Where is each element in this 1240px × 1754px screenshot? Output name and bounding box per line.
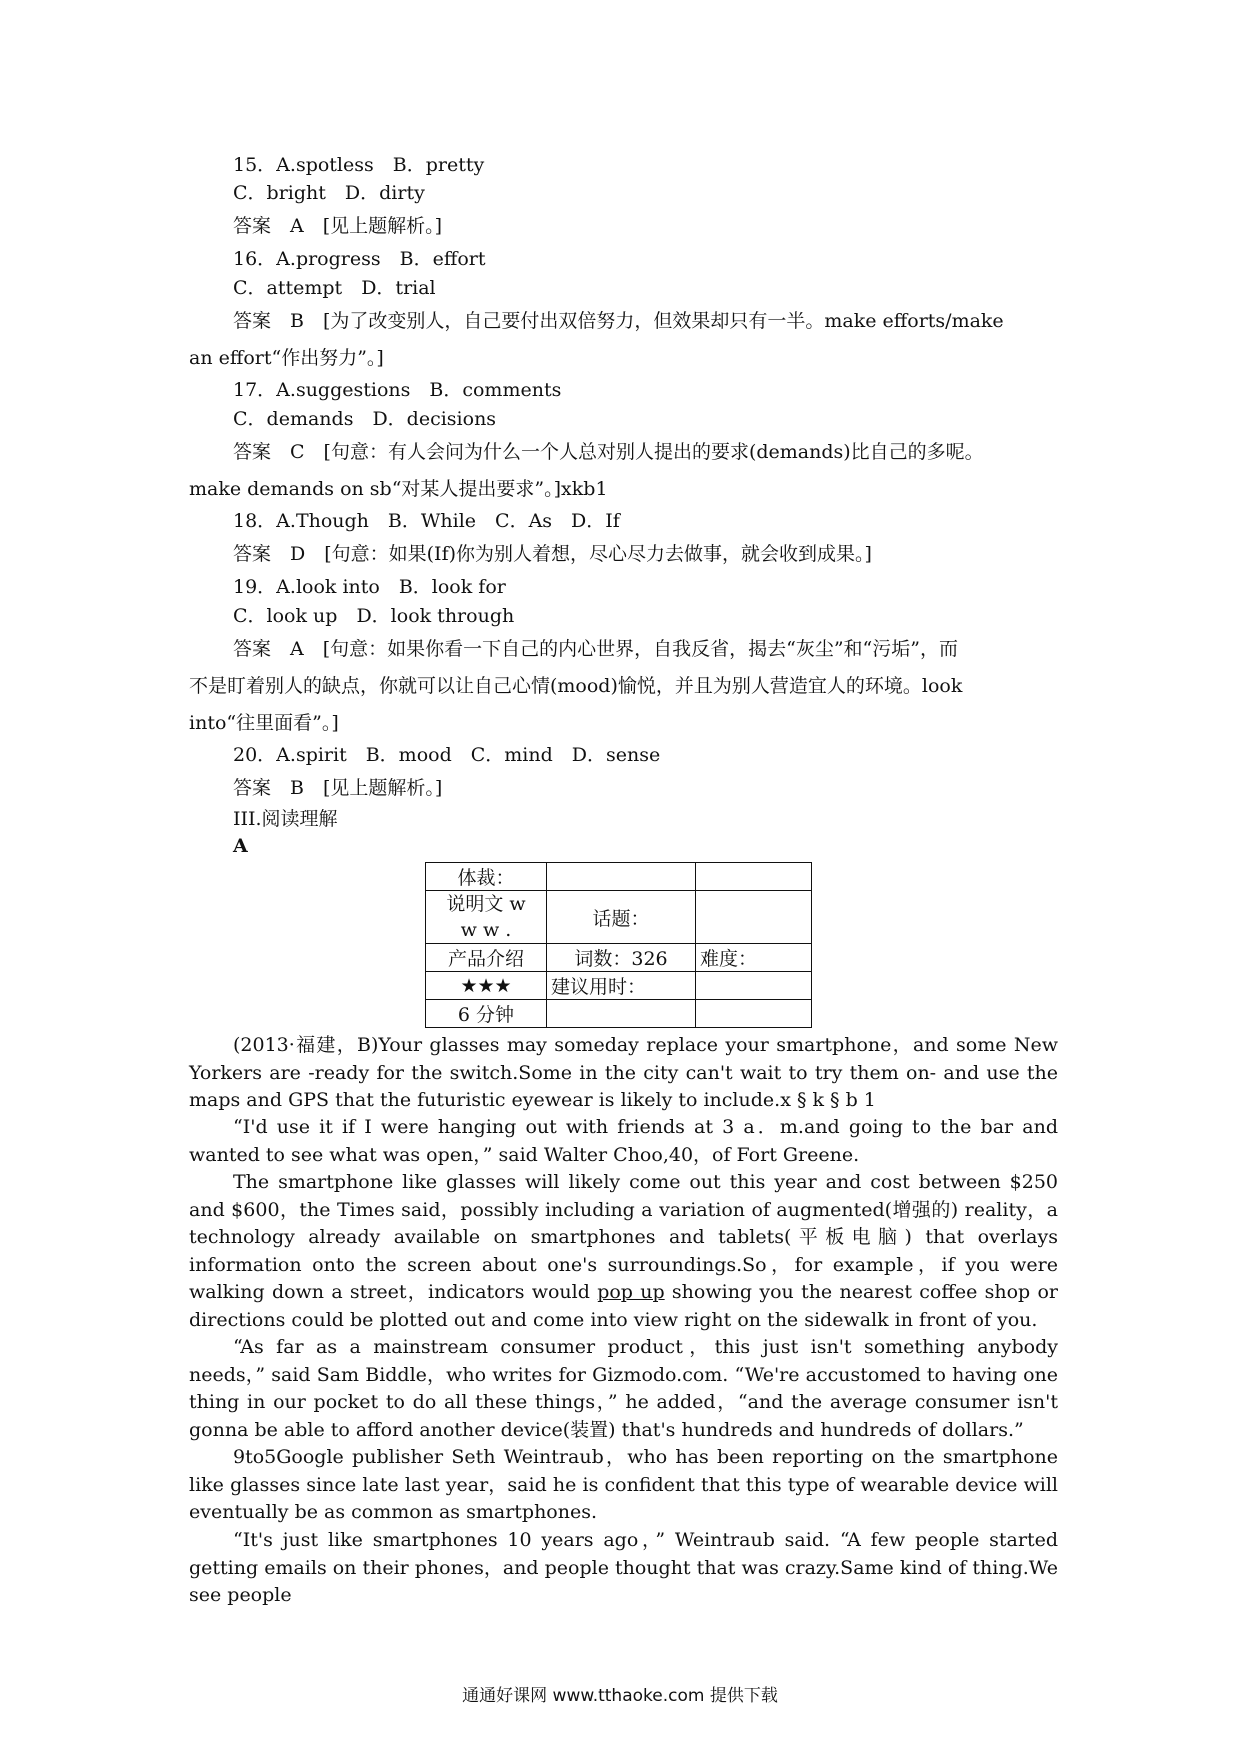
passage-paragraph-1: (2013·福建，B)Your glasses may someday replace your smartphone，and some New Yorkers are ‑ready for the switch.Some in the city can't wait to try them on‑ and use the maps and GPS that the futuristic eyewear is likely to include.x § k § b 1 [189, 1034, 1058, 1111]
question-19-options-a-b: 19．A.look into B．look for [233, 576, 506, 598]
question-16-answer: 答案 B [为了改变别人，自己要付出双倍努力，但效果却只有一半。make efforts/make [233, 310, 1004, 332]
question-17-options-c-d: C．demands D．decisions [233, 408, 497, 430]
passage-paragraph-3: The smartphone like glasses will likely come out this year and cost between $250 and $600，the Times said，possibly including a variation of augmented(增强的) reality，a technology already available on smartphones and tablets(平板电脑) that overlays information onto the screen about one's surroundings.So，for example，if you were walking down a street，indicators would pop up showing you the nearest coffee shop or directions could be plotted out and come into view right on the sidewalk in front of you. [189, 1171, 1059, 1331]
topic-label: 话题： [547, 891, 696, 944]
question-20-options: 20．A.spirit B．mood C．mind D．sense [233, 744, 661, 766]
question-17-answer-cont: make demands on sb“对某人提出要求”。]xkb1 [189, 478, 608, 500]
question-15-answer: 答案 A [见上题解析。] [233, 215, 443, 237]
underlined-phrase: pop up [597, 1281, 665, 1303]
suggested-time-value: 6 分钟 [426, 1000, 547, 1028]
question-16-answer-cont: an effort“作出努力”。] [189, 347, 384, 369]
question-19-answer-cont2: into“往里面看”。] [189, 712, 339, 734]
question-15-options-c-d: C．bright D．dirty [233, 182, 425, 204]
question-19-answer-cont: 不是盯着别人的缺点，你就可以让自己心情(mood)愉悦，并且为别人营造宜人的环境。look [189, 675, 963, 697]
footer-source: 通通好课网 www.tthaoke.com 提供下载 [462, 1686, 778, 1706]
suggested-time-label: 建议用时： [547, 972, 696, 1000]
passage-paragraph-6: “It's just like smartphones 10 years ago，” Weintraub said. “A few people started getting emails on their phones，and people thought that was crazy.Same kind of thing.We see people [189, 1529, 1058, 1606]
topic-value: 产品介绍 [426, 944, 547, 972]
question-17-answer: 答案 C [句意：有人会问为什么一个人总对别人提出的要求(demands)比自己的多呢。 [233, 441, 984, 463]
question-18-answer: 答案 D [句意：如果(If)你为别人着想，尽心尽力去做事，就会收到成果。] [233, 543, 872, 565]
genre-label: 体裁： [426, 863, 547, 891]
question-18-options: 18．A.Though B．While C．As D．If [233, 510, 620, 532]
difficulty-stars: ★★★ [426, 972, 547, 1000]
question-16-options-c-d: C．attempt D．trial [233, 277, 436, 299]
question-16-options-a-b: 16．A.progress B．effort [233, 248, 486, 270]
passage-paragraph-5: 9to5Google publisher Seth Weintraub，who has been reporting on the smartphone like glasses since late last year，said he is confident that this type of wearable device will eventually be as common as smartphones. [189, 1446, 1058, 1523]
question-17-options-a-b: 17．A.suggestions B．comments [233, 379, 562, 401]
question-20-answer: 答案 B [见上题解析。] [233, 777, 443, 799]
question-19-answer: 答案 A [句意：如果你看一下自己的内心世界，自我反省，揭去“灰尘”和“污垢”，而 [233, 638, 958, 660]
word-count: 词数：326 [547, 944, 696, 972]
passage-paragraph-2: “I'd use it if I were hanging out with friends at 3 a．m.and going to the bar and wanted to see what was open，” said Walter Choo,40，of Fort Greene. [189, 1116, 1058, 1166]
genre-value: 说明文 w w w . [426, 891, 547, 944]
passage-info-table [425, 862, 812, 1028]
passage-paragraph-4: “As far as a mainstream consumer product，this just isn't something anybody needs，” said Sam Biddle，who writes for Gizmodo.com. “We're accustomed to having one thing in our pocket to do all these things，” he added，“and the average consumer isn't gonna be able to afford another device(装置) that's hundreds and hundreds of dollars.” [189, 1336, 1058, 1441]
section-title: III.阅读理解 [233, 808, 338, 830]
difficulty-label: 难度： [696, 944, 812, 972]
section-letter: A [233, 835, 248, 857]
question-15-options-a-b: 15．A.spotless B．pretty [233, 154, 485, 176]
question-19-options-c-d: C．look up D．look through [233, 605, 515, 627]
